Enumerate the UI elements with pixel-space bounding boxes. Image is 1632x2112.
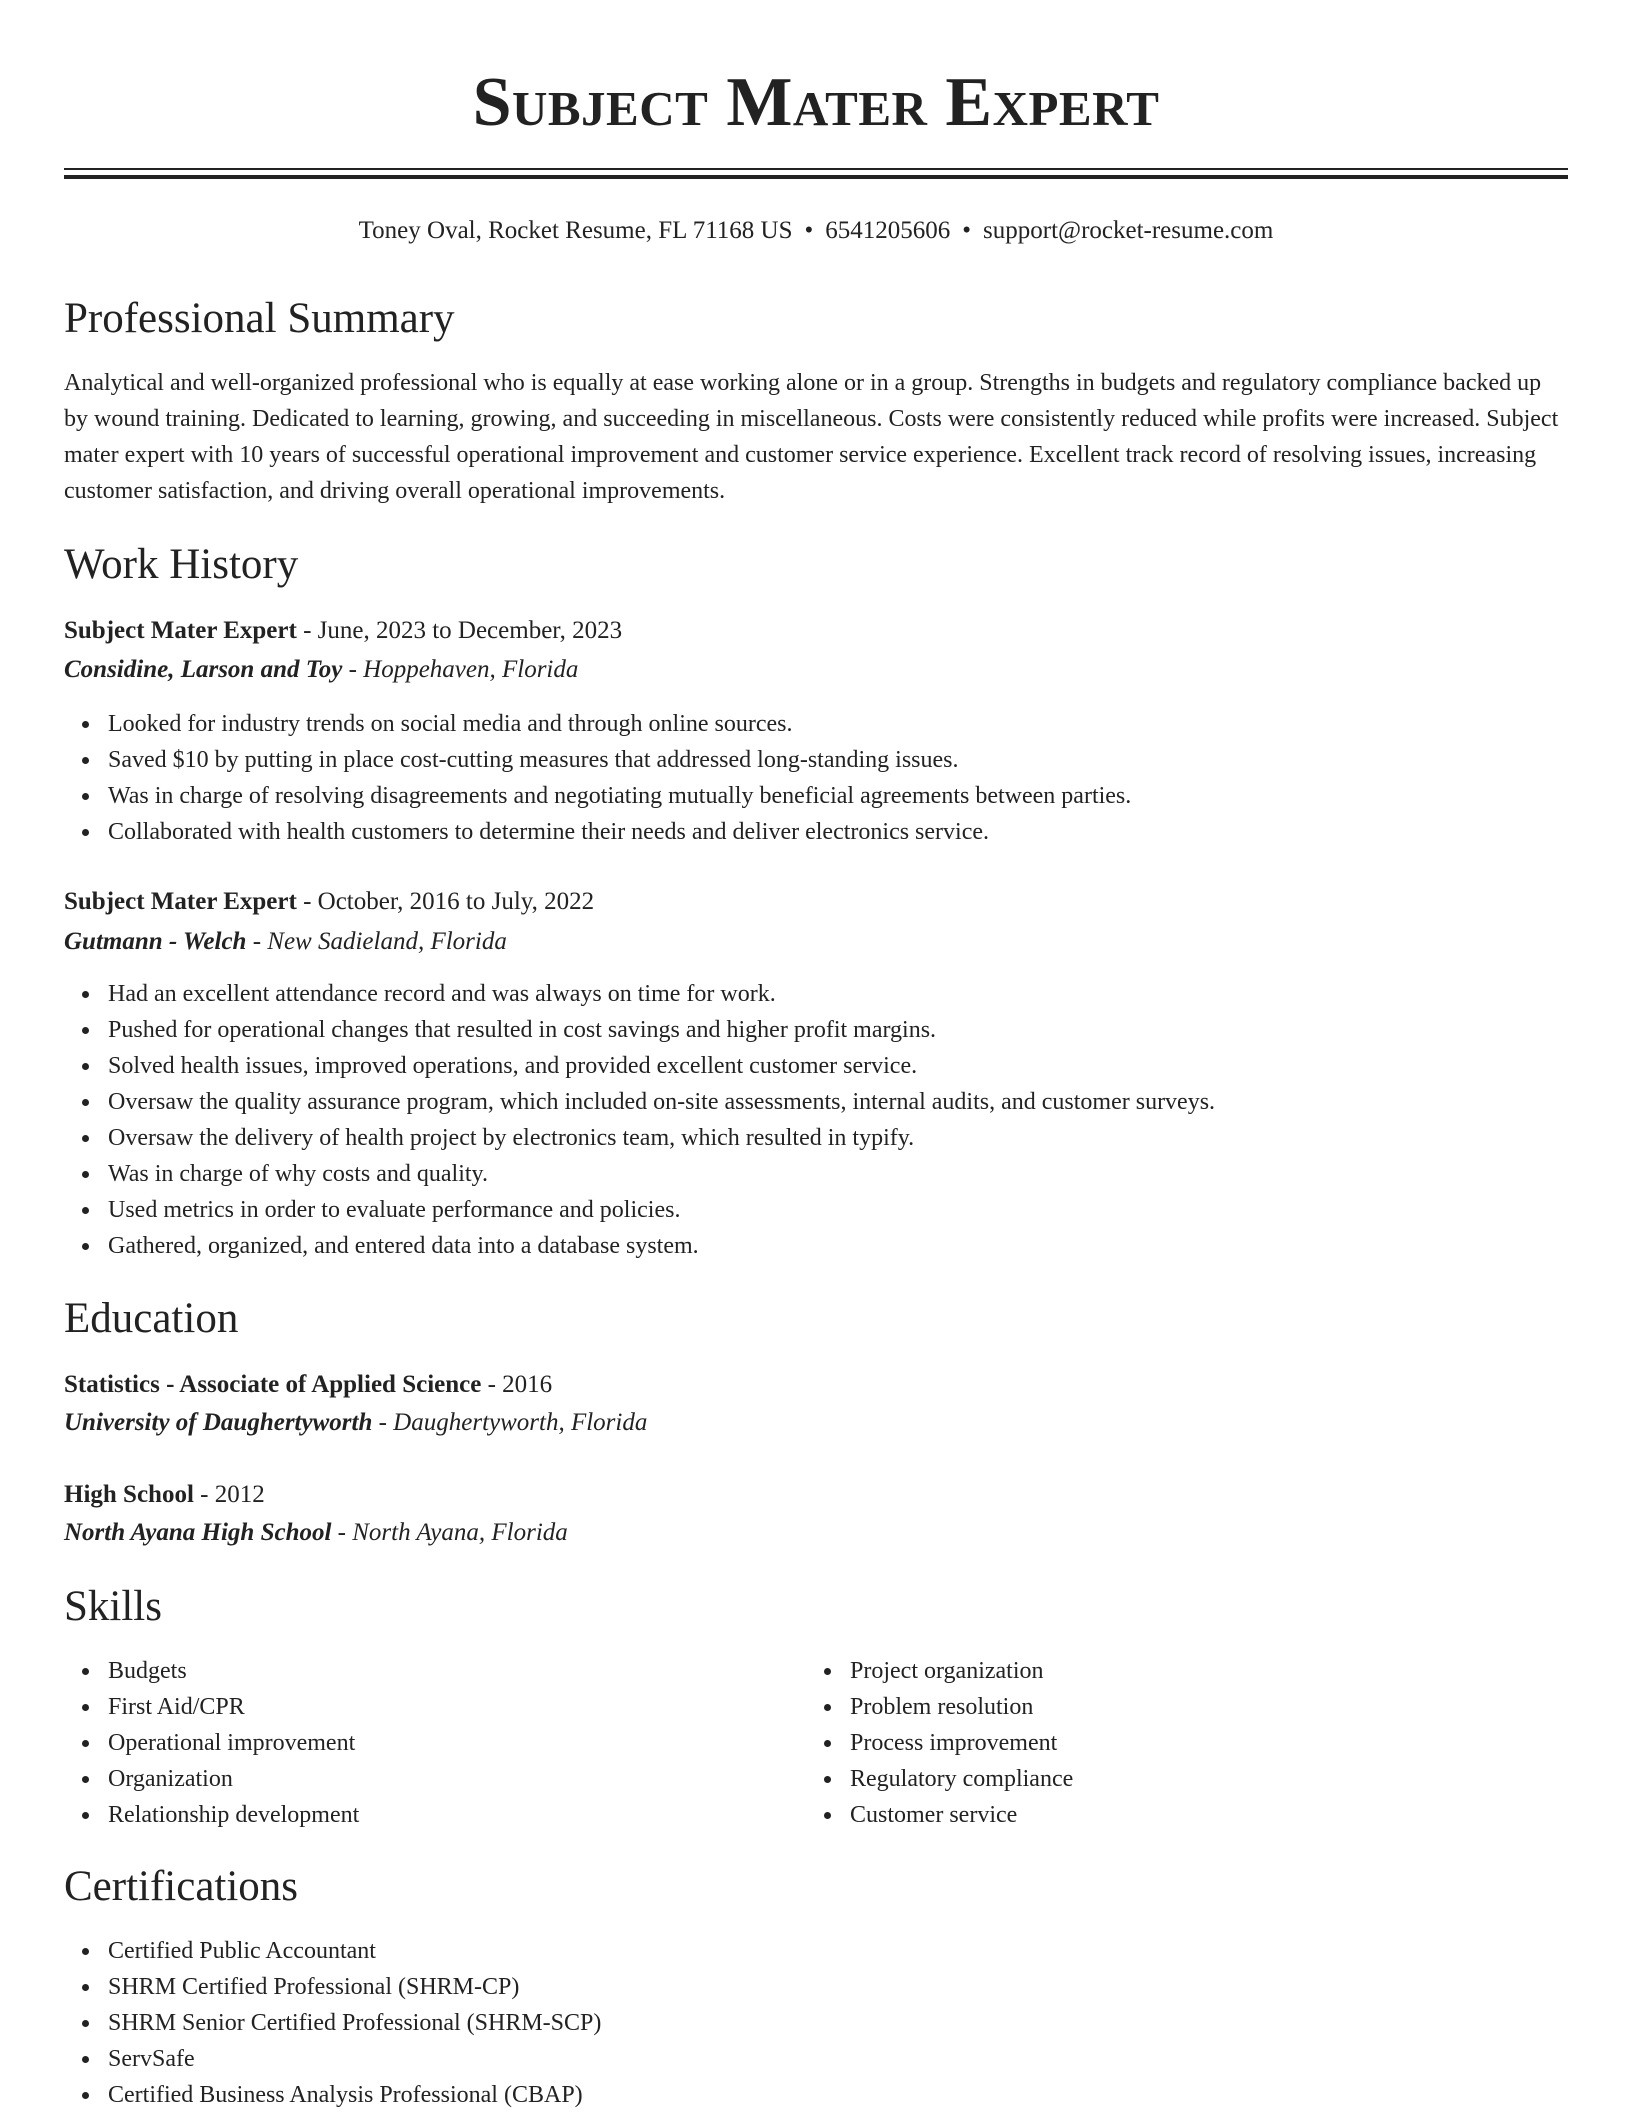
skills-heading: Skills (64, 1583, 162, 1630)
job-duty: Collaborated with health customers to determine their needs and deliver electronics service. (108, 814, 1131, 850)
skill-item: Regulatory compliance (850, 1761, 1073, 1797)
job-location: - Hoppehaven, Florida (342, 656, 579, 683)
certification-item: SHRM Certified Professional (SHRM-CP) (108, 1969, 601, 2005)
skill-item: Process improvement (850, 1725, 1073, 1761)
contact-separator: • (962, 217, 972, 244)
skills-list-left (108, 1653, 359, 1833)
job-duty: Gathered, organized, and entered data into a database system. (108, 1228, 1215, 1264)
education-location: - Daughertyworth, Florida (372, 1409, 648, 1436)
job-company: Gutmann - Welch (64, 928, 247, 955)
skills-list-right (850, 1653, 1073, 1833)
skill-item: Operational improvement (108, 1725, 359, 1761)
contact-line (64, 214, 1568, 248)
education-degree: Statistics - Associate of Applied Science (64, 1371, 482, 1398)
job-location: - New Sadieland, Florida (246, 928, 507, 955)
education-year: - 2012 (193, 1481, 265, 1508)
job-title: Subject Mater Expert (64, 888, 297, 915)
certification-item: SHRM Senior Certified Professional (SHRM-SCP) (108, 2005, 601, 2041)
job-duties-list (108, 706, 1131, 850)
contact-address: Toney Oval, Rocket Resume, FL 71168 US (358, 217, 793, 244)
education-location: - North Ayana, Florida (331, 1519, 568, 1546)
skill-item: Organization (108, 1761, 359, 1797)
work-history-heading: Work History (64, 541, 299, 588)
education-school: University of Daughertyworth (64, 1409, 373, 1436)
job-duty: Solved health issues, improved operations, and provided excellent customer service. (108, 1048, 1215, 1084)
certification-item: Certified Business Analysis Professional (CBAP) (108, 2077, 601, 2112)
education-degree: High School (64, 1481, 194, 1508)
contact-separator: • (804, 217, 814, 244)
summary-heading: Professional Summary (64, 295, 455, 342)
job-duty: Had an excellent attendance record and was always on time for work. (108, 976, 1215, 1012)
summary-text: Analytical and well-organized professional who is equally at ease working alone or in a group. Strengths in budgets and regulatory compliance backed up by wound training. Dedicated to learning, growing, and succeeding in miscellaneous. Costs were consistently reduced while profits were increased. Subject mater expert with 10 years of successful operational improvement and customer service experience. Excellent track record of resolving issues, increasing customer satisfaction, and driving overall operational improvements. (64, 370, 1559, 504)
job-duties-list (108, 976, 1215, 1264)
education-heading: Education (64, 1295, 239, 1342)
education-year: - 2016 (481, 1371, 553, 1398)
job-dates: - October, 2016 to July, 2022 (296, 888, 595, 915)
job-duty: Looked for industry trends on social media and through online sources. (108, 706, 1131, 742)
title-divider-thin (64, 168, 1568, 170)
resume-title: Subject Mater Expert (472, 64, 1160, 141)
job-title: Subject Mater Expert (64, 617, 297, 644)
job-duty: Was in charge of resolving disagreements and negotiating mutually beneficial agreements between parties. (108, 778, 1131, 814)
job-duty: Used metrics in order to evaluate performance and policies. (108, 1192, 1215, 1228)
job-duty: Pushed for operational changes that resulted in cost savings and higher profit margins. (108, 1012, 1215, 1048)
title-divider-thick (64, 175, 1568, 179)
education-degree-line (64, 1477, 265, 1513)
job-duty: Oversaw the delivery of health project by electronics team, which resulted in typify. (108, 1120, 1215, 1156)
contact-phone: 6541205606 (825, 217, 951, 244)
education-school-line (64, 1515, 568, 1551)
job-title-line (64, 613, 622, 649)
certification-item: Certified Public Accountant (108, 1933, 601, 1969)
job-company: Considine, Larson and Toy (64, 656, 343, 683)
job-dates: - June, 2023 to December, 2023 (296, 617, 623, 644)
contact-email: support@rocket-resume.com (983, 217, 1274, 244)
certification-item: ServSafe (108, 2041, 601, 2077)
job-employer-line (64, 652, 578, 688)
skill-item: Budgets (108, 1653, 359, 1689)
job-duty: Saved $10 by putting in place cost-cutting measures that addressed long-standing issues. (108, 742, 1131, 778)
certifications-heading: Certifications (64, 1863, 299, 1910)
job-title-line (64, 884, 594, 920)
skill-item: First Aid/CPR (108, 1689, 359, 1725)
job-duty: Oversaw the quality assurance program, which included on-site assessments, internal audits, and customer surveys. (108, 1084, 1215, 1120)
skill-item: Relationship development (108, 1797, 359, 1833)
education-school-line (64, 1405, 647, 1441)
certifications-list (108, 1933, 601, 2112)
job-employer-line (64, 924, 507, 960)
skill-item: Customer service (850, 1797, 1073, 1833)
skill-item: Problem resolution (850, 1689, 1073, 1725)
skill-item: Project organization (850, 1653, 1073, 1689)
education-degree-line (64, 1367, 552, 1403)
job-duty: Was in charge of why costs and quality. (108, 1156, 1215, 1192)
education-school: North Ayana High School (64, 1519, 332, 1546)
